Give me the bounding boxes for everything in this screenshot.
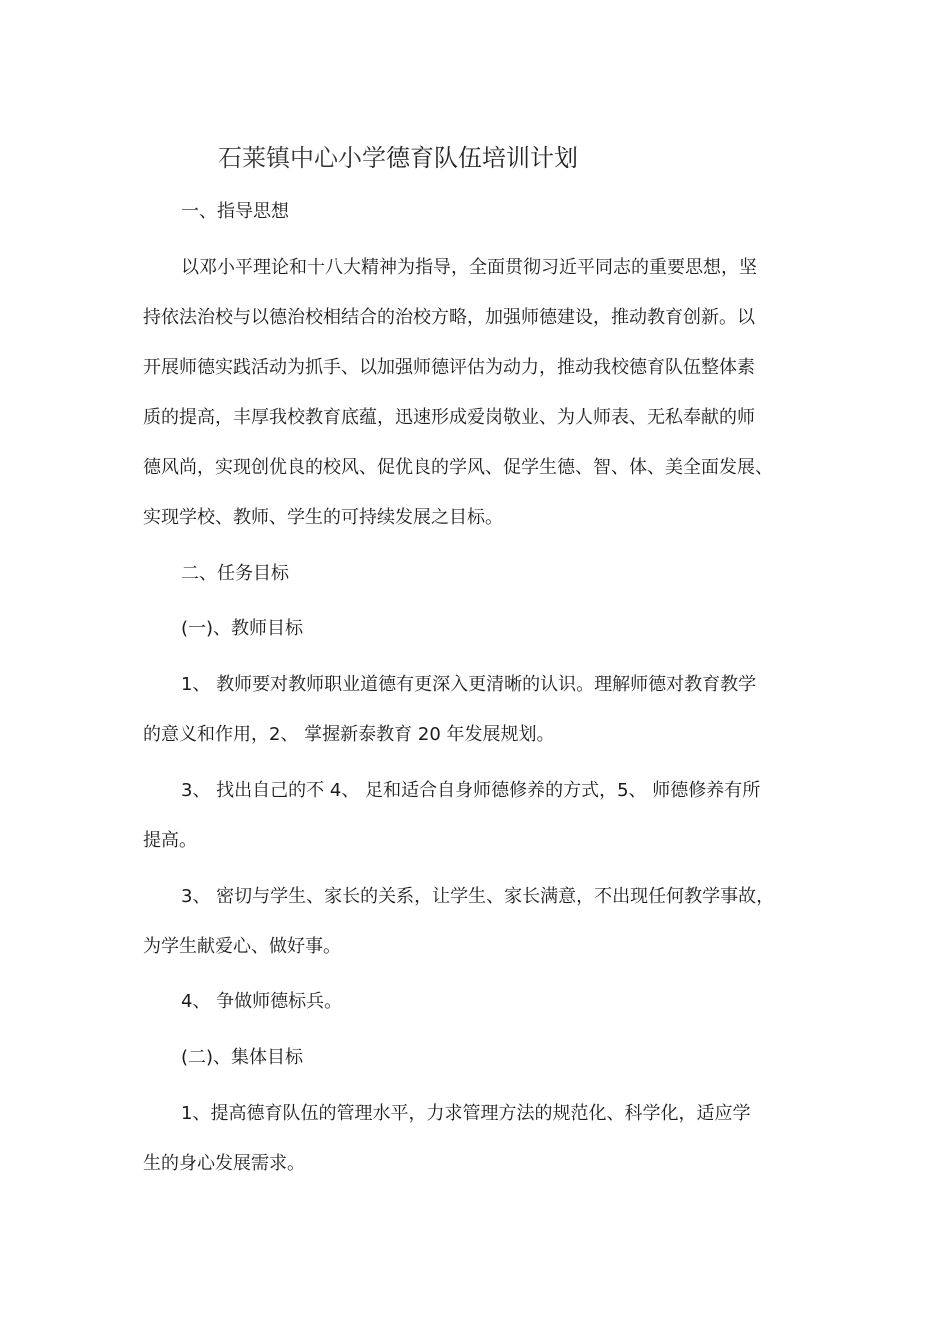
- list-item-line: 3、 找出自己的不 4、 足和适合自身师德修养的方式，5、 师德修养有所: [181, 780, 761, 801]
- subsection-heading-teacher-goals: (一)、教师目标: [181, 618, 304, 639]
- list-item-line: 生的身心发展需求。: [143, 1153, 305, 1174]
- document-title: [218, 140, 578, 176]
- list-item-line: 1、提高德育队伍的管理水平，力求管理方法的规范化、科学化，适应学: [181, 1103, 751, 1124]
- title-plan-name: 德育队伍培训计划: [386, 144, 578, 172]
- list-item-line: 为学生献爱心、做好事。: [143, 936, 341, 957]
- section-heading-task-goals: 二、任务目标: [181, 563, 289, 584]
- subsection-heading-collective-goals: (二)、集体目标: [181, 1047, 304, 1068]
- paragraph-line: 质的提高，丰厚我校教育底蕴，迅速形成爱岗敬业、为人师表、无私奉献的师: [143, 407, 755, 428]
- list-item-line: 4、 争做师德标兵。: [181, 991, 343, 1012]
- paragraph-line: 以邓小平理论和十八大精神为指导，全面贯彻习近平同志的重要思想，坚: [181, 257, 757, 278]
- paragraph-line: 德风尚，实现创优良的校风、促优良的学风、促学生德、智、体、美全面发展、: [143, 457, 773, 478]
- list-item-line: 3、 密切与学生、家长的关系，让学生、家长满意，不出现任何教学事故，: [181, 886, 775, 907]
- list-item-line: 1、 教师要对教师职业道德有更深入更清晰的认识。理解师德对教育教学: [181, 674, 757, 695]
- list-item-line: 提高。: [143, 830, 197, 851]
- list-item-line: 的意义和作用，2、 掌握新泰教育 20 年发展规划。: [143, 724, 555, 745]
- paragraph-line: 开展师德实践活动为抓手、以加强师德评估为动力，推动我校德育队伍整体素: [143, 357, 755, 378]
- section-heading-guiding-thought: 一、指导思想: [181, 201, 289, 222]
- paragraph-line: 实现学校、教师、学生的可持续发展之目标。: [143, 507, 503, 528]
- title-school-name: 石莱镇中心小学: [218, 144, 386, 172]
- paragraph-line: 持依法治校与以德治校相结合的治校方略，加强师德建设，推动教育创新。以: [143, 307, 755, 328]
